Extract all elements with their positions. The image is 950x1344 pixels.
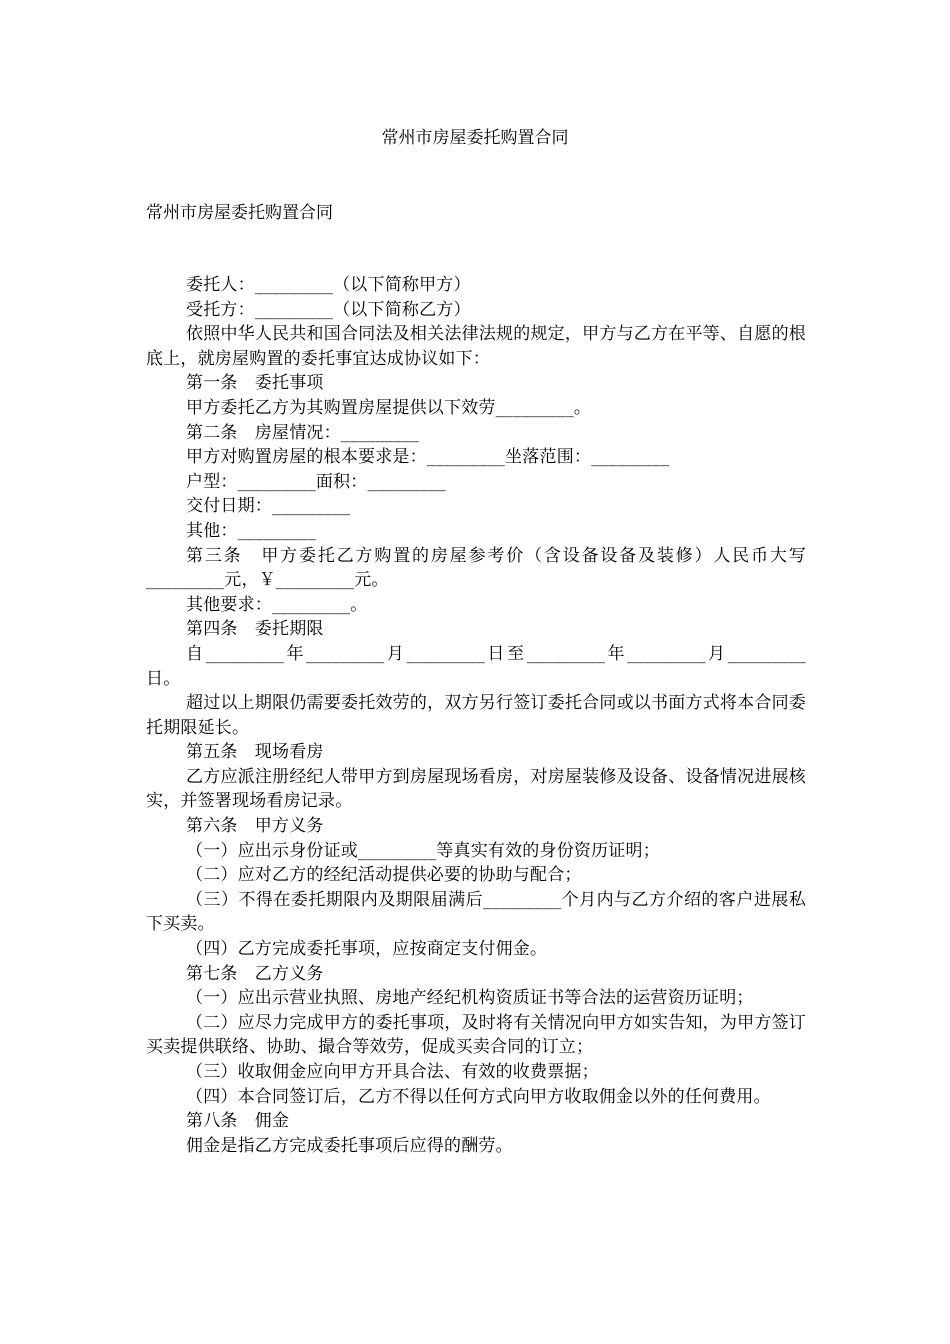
clause-paragraph: 依照中华人民共和国合同法及相关法律法规的规定，甲方与乙方在平等、自愿的根底上，就房屋购置的委托事宜达成协议如下： <box>146 324 806 369</box>
clause-heading: 第八条 佣金 <box>186 1111 290 1132</box>
clause-paragraph: （四）本合同签订后，乙方不得以任何方式向甲方收取佣金以外的任何费用。 <box>186 1086 771 1107</box>
clause-paragraph: 其他：_________ <box>186 520 316 541</box>
clause-paragraph: （三）不得在委托期限内及期限届满后_________个月内与乙方介绍的客户进展私下买卖。 <box>146 889 806 935</box>
clause-paragraph: 受托方：_________（以下简称乙方） <box>186 299 471 320</box>
clause-paragraph: 甲方委托乙方为其购置房屋提供以下效劳_________。 <box>186 397 592 418</box>
clause-paragraph: 其他要求：_________。 <box>186 594 368 615</box>
clause-paragraph: （一）应出示营业执照、房地产经纪机构资质证书等合法的运营资历证明； <box>186 988 754 1009</box>
clause-paragraph: （一）应出示身份证或_________等真实有效的身份资历证明； <box>186 840 660 861</box>
clause-paragraph: （四）乙方完成委托事项，应按商定支付佣金。 <box>186 939 548 960</box>
clause-heading: 第七条 乙方义务 <box>186 963 324 984</box>
clause-heading: 第四条 委托期限 <box>186 619 324 640</box>
clause-paragraph: 佣金是指乙方完成委托事项后应得的酬劳。 <box>186 1135 513 1156</box>
clause-paragraph: 自_________年_________月_________日至_________年_________月_________日。 <box>146 643 806 689</box>
document-subtitle: 常州市房屋委托购置合同 <box>146 203 333 223</box>
clause-paragraph: （二）应尽力完成甲方的委托事项，及时将有关情况向甲方如实告知，为甲方签订买卖提供联络、协助、撮合等效劳，促成买卖合同的订立； <box>146 1012 806 1058</box>
clause-paragraph: 交付日期：_________ <box>186 496 351 517</box>
clause-paragraph: （三）收取佣金应向甲方开具合法、有效的收费票据； <box>186 1062 599 1082</box>
clause-paragraph: 委托人：_________（以下简称甲方） <box>186 275 471 295</box>
clause-paragraph: 第三条 甲方委托乙方购置的房屋参考价（含设备设备及装修）人民币大写_________元，￥_________元。 <box>146 545 806 591</box>
contract-body <box>146 273 806 1158</box>
clause-heading: 第六条 甲方义务 <box>186 816 324 837</box>
clause-paragraph: 超过以上期限仍需要委托效劳的，双方另行签订委托合同或以书面方式将本合同委托期限延长。 <box>146 693 806 738</box>
clause-paragraph: 乙方应派注册经纪人带甲方到房屋现场看房，对房屋装修及设备、设备情况进展核实，并签署现场看房记录。 <box>146 766 806 812</box>
clause-paragraph: （二）应对乙方的经纪活动提供必要的协助与配合； <box>186 865 582 886</box>
clause-paragraph: 甲方对购置房屋的根本要求是：_________坐落范围：_________ <box>186 447 670 468</box>
clause-paragraph: 户型：_________面积：_________ <box>186 471 446 492</box>
document-title: 常州市房屋委托购置合同 <box>381 128 569 148</box>
clause-heading: 第五条 现场看房 <box>186 742 324 763</box>
clause-heading: 第一条 委托事项 <box>186 373 324 394</box>
clause-heading: 第二条 房屋情况：_________ <box>186 422 420 443</box>
